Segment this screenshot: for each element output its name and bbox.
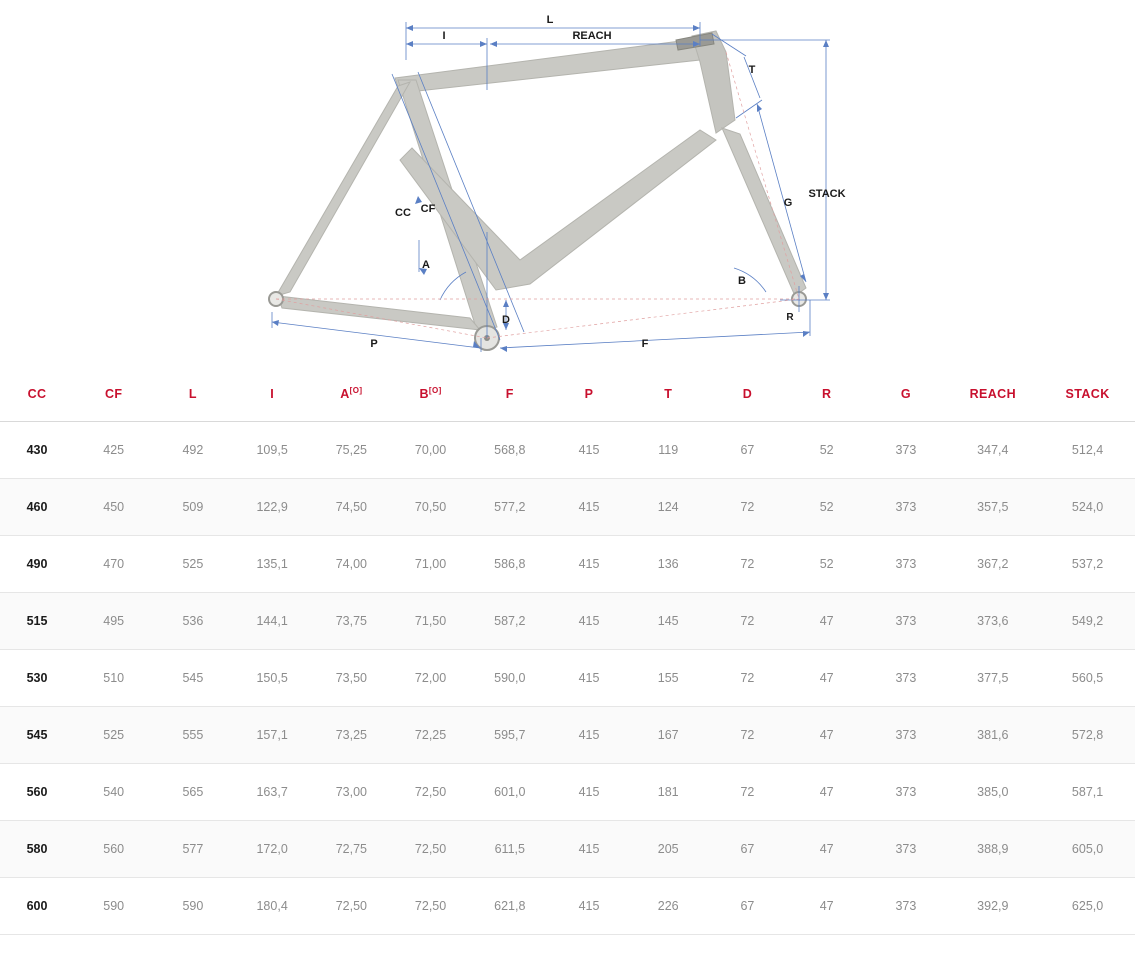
cell-r: 47 — [787, 650, 866, 707]
diagram-label-CC: CC — [395, 207, 411, 219]
cell-p: 415 — [549, 593, 628, 650]
cell-t: 124 — [629, 479, 708, 536]
cell-reach: 347,4 — [945, 422, 1040, 479]
diagram-label-REACH: REACH — [572, 30, 612, 42]
cell-t: 155 — [629, 650, 708, 707]
cell-l: 555 — [153, 707, 232, 764]
table-row — [0, 479, 1135, 536]
column-header-label: R — [821, 386, 832, 401]
cell-a: 73,00 — [312, 764, 391, 821]
table-row — [0, 422, 1135, 479]
cell-p: 415 — [549, 821, 628, 878]
cell-f: 595,7 — [470, 707, 549, 764]
cell-cf: 510 — [74, 650, 153, 707]
cell-r: 52 — [787, 422, 866, 479]
cell-b: 70,00 — [391, 422, 470, 479]
cell-i: 180,4 — [233, 878, 312, 935]
column-header-label: CC — [27, 386, 47, 401]
diagram-label-L: L — [546, 14, 554, 26]
cell-d: 67 — [708, 422, 787, 479]
cell-g: 373 — [866, 821, 945, 878]
column-header-f — [470, 372, 549, 422]
cell-i: 172,0 — [233, 821, 312, 878]
column-header-t — [629, 372, 708, 422]
diagram-label-B: B — [738, 275, 746, 287]
cell-b: 72,00 — [391, 650, 470, 707]
column-header-reach — [945, 372, 1040, 422]
cell-cf: 425 — [74, 422, 153, 479]
cell-size: 600 — [0, 878, 74, 935]
geometry-table — [0, 372, 1135, 935]
cell-i: 157,1 — [233, 707, 312, 764]
cell-l: 577 — [153, 821, 232, 878]
cell-r: 52 — [787, 536, 866, 593]
column-header-g — [866, 372, 945, 422]
cell-l: 509 — [153, 479, 232, 536]
cell-p: 415 — [549, 422, 628, 479]
cell-a: 72,50 — [312, 878, 391, 935]
column-header-r — [787, 372, 866, 422]
cell-p: 415 — [549, 764, 628, 821]
cell-reach: 381,6 — [945, 707, 1040, 764]
cell-g: 373 — [866, 422, 945, 479]
column-header-label: T — [664, 386, 673, 401]
frame-diagram-svg — [0, 0, 1135, 372]
cell-reach: 357,5 — [945, 479, 1040, 536]
cell-f: 568,8 — [470, 422, 549, 479]
cell-cf: 525 — [74, 707, 153, 764]
cell-l: 536 — [153, 593, 232, 650]
cell-f: 590,0 — [470, 650, 549, 707]
diagram-label-D: D — [502, 314, 510, 326]
cell-r: 52 — [787, 479, 866, 536]
cell-g: 373 — [866, 764, 945, 821]
cell-p: 415 — [549, 878, 628, 935]
cell-f: 587,2 — [470, 593, 549, 650]
frame-geometry-diagram — [0, 0, 1135, 372]
column-header-label: F — [505, 386, 514, 401]
cell-cf: 540 — [74, 764, 153, 821]
column-header-label: L — [188, 386, 197, 401]
column-header-cf — [74, 372, 153, 422]
cell-b: 72,50 — [391, 764, 470, 821]
column-header-label: B — [419, 387, 429, 402]
cell-cf: 450 — [74, 479, 153, 536]
table-row — [0, 536, 1135, 593]
cell-d: 72 — [708, 707, 787, 764]
column-header-l — [153, 372, 232, 422]
table-body — [0, 422, 1135, 935]
cell-f: 586,8 — [470, 536, 549, 593]
diagram-label-CF: CF — [420, 203, 436, 215]
column-header-label: I — [270, 386, 275, 401]
column-header-cc — [0, 372, 74, 422]
column-header-b — [391, 372, 470, 422]
cell-l: 492 — [153, 422, 232, 479]
cell-a: 75,25 — [312, 422, 391, 479]
cell-l: 565 — [153, 764, 232, 821]
cell-stack: 524,0 — [1040, 479, 1135, 536]
cell-g: 373 — [866, 878, 945, 935]
cell-reach: 392,9 — [945, 878, 1040, 935]
table-row — [0, 821, 1135, 878]
cell-t: 181 — [629, 764, 708, 821]
cell-r: 47 — [787, 593, 866, 650]
cell-b: 71,00 — [391, 536, 470, 593]
cell-l: 525 — [153, 536, 232, 593]
cell-i: 109,5 — [233, 422, 312, 479]
cell-r: 47 — [787, 764, 866, 821]
cell-d: 72 — [708, 764, 787, 821]
diagram-label-F: F — [641, 338, 649, 350]
cell-f: 601,0 — [470, 764, 549, 821]
cell-a: 73,50 — [312, 650, 391, 707]
cell-f: 611,5 — [470, 821, 549, 878]
cell-size: 490 — [0, 536, 74, 593]
cell-g: 373 — [866, 593, 945, 650]
cell-t: 226 — [629, 878, 708, 935]
cell-a: 74,50 — [312, 479, 391, 536]
column-header-label: D — [742, 386, 753, 401]
cell-r: 47 — [787, 821, 866, 878]
cell-i: 135,1 — [233, 536, 312, 593]
cell-reach: 385,0 — [945, 764, 1040, 821]
cell-i: 144,1 — [233, 593, 312, 650]
cell-t: 119 — [629, 422, 708, 479]
diagram-label-G: G — [783, 197, 793, 209]
cell-b: 72,50 — [391, 878, 470, 935]
cell-stack: 572,8 — [1040, 707, 1135, 764]
column-header-label: G — [900, 386, 911, 401]
cell-cf: 590 — [74, 878, 153, 935]
diagram-label-T: T — [748, 64, 756, 76]
cell-stack: 605,0 — [1040, 821, 1135, 878]
cell-a: 73,25 — [312, 707, 391, 764]
cell-size: 430 — [0, 422, 74, 479]
table-row — [0, 593, 1135, 650]
column-header-d — [708, 372, 787, 422]
cell-f: 577,2 — [470, 479, 549, 536]
cell-d: 72 — [708, 593, 787, 650]
cell-g: 373 — [866, 707, 945, 764]
cell-d: 72 — [708, 536, 787, 593]
cell-r: 47 — [787, 878, 866, 935]
frame-silhouette — [269, 31, 806, 350]
cell-cf: 495 — [74, 593, 153, 650]
table-row — [0, 764, 1135, 821]
cell-a: 73,75 — [312, 593, 391, 650]
cell-t: 145 — [629, 593, 708, 650]
cell-reach: 388,9 — [945, 821, 1040, 878]
cell-p: 415 — [549, 536, 628, 593]
cell-size: 560 — [0, 764, 74, 821]
diagram-label-A: A — [422, 259, 430, 271]
cell-b: 70,50 — [391, 479, 470, 536]
table-row — [0, 707, 1135, 764]
cell-i: 150,5 — [233, 650, 312, 707]
cell-a: 72,75 — [312, 821, 391, 878]
cell-g: 373 — [866, 536, 945, 593]
cell-p: 415 — [549, 479, 628, 536]
cell-b: 72,50 — [391, 821, 470, 878]
cell-g: 373 — [866, 650, 945, 707]
diagram-label-I: I — [442, 30, 446, 42]
cell-size: 460 — [0, 479, 74, 536]
cell-stack: 560,5 — [1040, 650, 1135, 707]
column-header-label: P — [584, 386, 594, 401]
cell-i: 122,9 — [233, 479, 312, 536]
table-header — [0, 372, 1135, 422]
cell-p: 415 — [549, 650, 628, 707]
column-header-superscript: [O] — [428, 386, 442, 395]
column-header-superscript: [O] — [349, 386, 363, 395]
diagram-label-P: P — [370, 338, 378, 350]
cell-p: 415 — [549, 707, 628, 764]
cell-b: 71,50 — [391, 593, 470, 650]
cell-size: 530 — [0, 650, 74, 707]
cell-stack: 587,1 — [1040, 764, 1135, 821]
cell-l: 590 — [153, 878, 232, 935]
cell-d: 67 — [708, 821, 787, 878]
cell-cf: 470 — [74, 536, 153, 593]
cell-d: 67 — [708, 878, 787, 935]
cell-size: 515 — [0, 593, 74, 650]
column-header-stack — [1040, 372, 1135, 422]
cell-t: 136 — [629, 536, 708, 593]
cell-i: 163,7 — [233, 764, 312, 821]
column-header-p — [549, 372, 628, 422]
column-header-label: CF — [104, 386, 123, 401]
column-header-label: STACK — [1065, 386, 1110, 401]
cell-size: 545 — [0, 707, 74, 764]
diagram-label-R: R — [786, 312, 794, 323]
cell-g: 373 — [866, 479, 945, 536]
table-row — [0, 878, 1135, 935]
cell-b: 72,25 — [391, 707, 470, 764]
cell-t: 205 — [629, 821, 708, 878]
table-row — [0, 650, 1135, 707]
cell-d: 72 — [708, 650, 787, 707]
cell-t: 167 — [629, 707, 708, 764]
cell-l: 545 — [153, 650, 232, 707]
cell-stack: 512,4 — [1040, 422, 1135, 479]
column-header-i — [233, 372, 312, 422]
cell-stack: 537,2 — [1040, 536, 1135, 593]
cell-reach: 367,2 — [945, 536, 1040, 593]
cell-reach: 377,5 — [945, 650, 1040, 707]
column-header-label: REACH — [969, 386, 1017, 401]
cell-stack: 625,0 — [1040, 878, 1135, 935]
cell-a: 74,00 — [312, 536, 391, 593]
cell-d: 72 — [708, 479, 787, 536]
diagram-label-STACK: STACK — [808, 188, 846, 200]
column-header-a — [312, 372, 391, 422]
table-header-row — [0, 372, 1135, 422]
cell-f: 621,8 — [470, 878, 549, 935]
cell-r: 47 — [787, 707, 866, 764]
cell-stack: 549,2 — [1040, 593, 1135, 650]
cell-size: 580 — [0, 821, 74, 878]
cell-cf: 560 — [74, 821, 153, 878]
column-header-label: A — [340, 387, 350, 402]
cell-reach: 373,6 — [945, 593, 1040, 650]
